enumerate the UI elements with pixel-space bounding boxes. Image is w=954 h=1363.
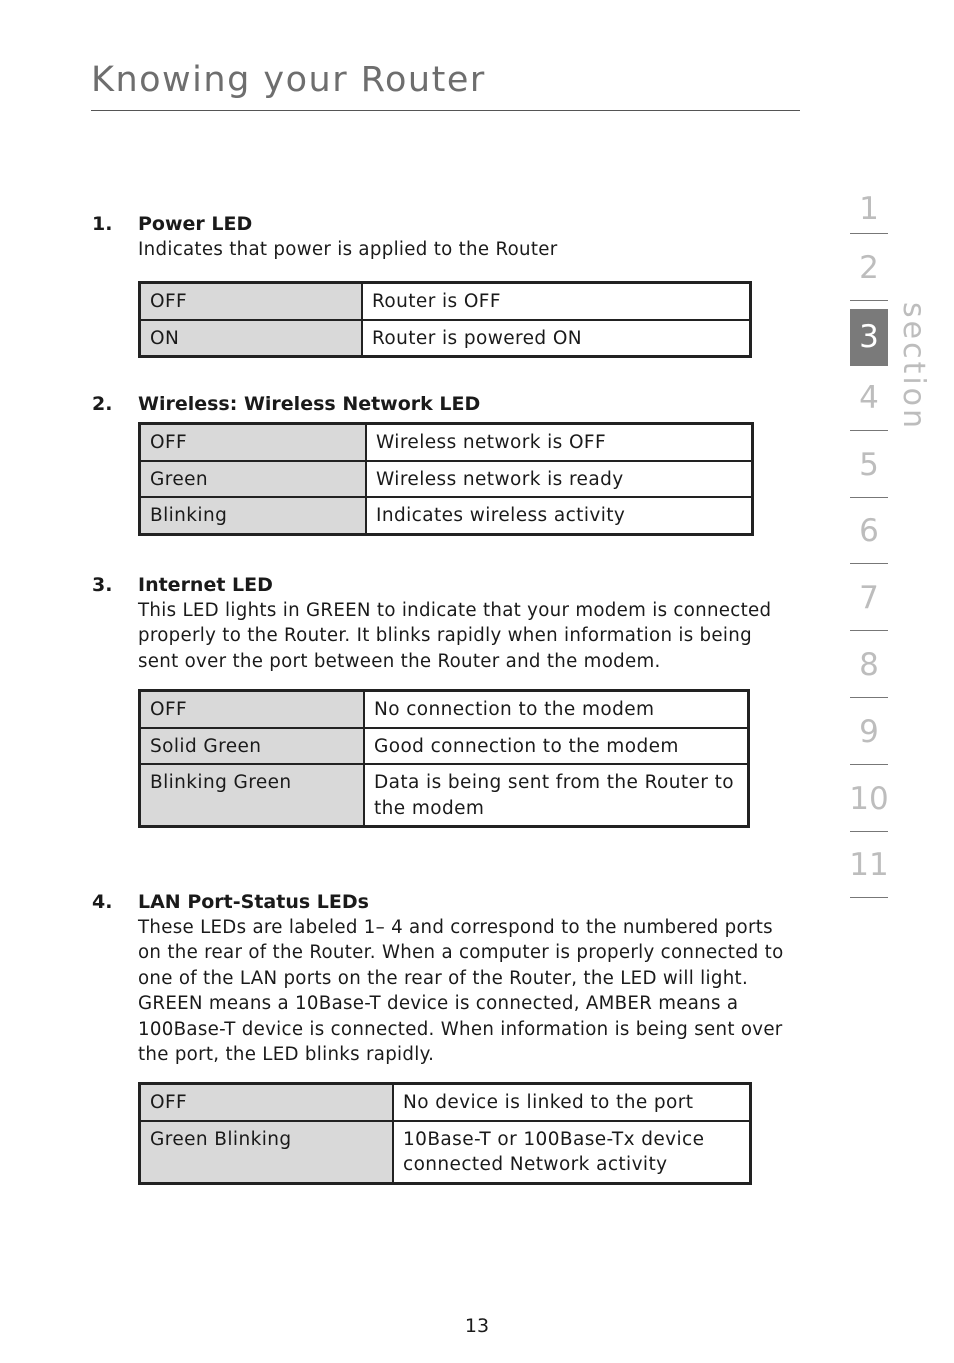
section-heading [91, 889, 791, 915]
section-title: LAN Port-Status LEDs [138, 891, 369, 913]
section-nav [850, 185, 888, 900]
section-nav-item-8[interactable]: 8 [850, 633, 888, 698]
section-nav-item-11[interactable]: 11 [850, 833, 888, 898]
led-meaning-cell: No connection to the modem [364, 691, 749, 728]
section-title: Wireless: Wireless Network LED [138, 393, 481, 415]
section-nav-item-5[interactable]: 5 [850, 433, 888, 498]
section-nav-item-2[interactable]: 2 [850, 236, 888, 301]
led-meaning-cell: Data is being sent from the Router to the modem [364, 764, 749, 827]
table-row [140, 691, 749, 728]
section-description: These LEDs are labeled 1– 4 and correspond to the numbered ports on the rear of the Router. When a computer is properly connected to one of the LAN ports on the rear of the Router, the LED will light. GREEN means a 10Base-T device is connected, AMBER means a 100Base-T device is connected. When information is being sent over the port, the LED blinks rapidly. [138, 917, 784, 1066]
led-meaning-cell: No device is linked to the port [393, 1084, 751, 1121]
led-state-cell: Blinking [140, 497, 367, 534]
led-state-cell: ON [140, 320, 363, 357]
section-title: Power LED [138, 213, 253, 235]
section-number: 2. [92, 393, 113, 415]
section-nav-item-4[interactable]: 4 [850, 366, 888, 431]
led-state-cell: Green Blinking [140, 1121, 394, 1184]
led-state-cell: OFF [140, 1084, 394, 1121]
section-nav-item-7[interactable]: 7 [850, 566, 888, 631]
section-label: section [896, 302, 931, 432]
section-nav-item-1[interactable]: 1 [850, 185, 888, 234]
led-meaning-cell: Indicates wireless activity [366, 497, 753, 534]
table-row [140, 461, 753, 498]
section-power-led [91, 211, 791, 358]
section-number: 1. [92, 213, 113, 235]
section-number: 4. [92, 891, 113, 913]
led-meaning-cell: Router is OFF [362, 283, 751, 320]
table-row [140, 1121, 751, 1184]
table-row [140, 1084, 751, 1121]
table-row [140, 764, 749, 827]
section-nav-item-9[interactable]: 9 [850, 700, 888, 765]
led-status-table [138, 1082, 752, 1185]
section-heading [91, 211, 791, 237]
led-meaning-cell: Wireless network is OFF [366, 424, 753, 461]
section-description: Indicates that power is applied to the Router [138, 239, 558, 260]
led-status-table [138, 422, 754, 536]
led-meaning-cell: Router is powered ON [362, 320, 751, 357]
led-state-cell: OFF [140, 424, 367, 461]
section-heading [91, 391, 791, 417]
section-number: 3. [92, 574, 113, 596]
table-row [140, 424, 753, 461]
led-status-table [138, 689, 750, 828]
section-heading [91, 572, 791, 598]
section-internet-led [91, 572, 791, 828]
led-state-cell: Blinking Green [140, 764, 365, 827]
table-row [140, 320, 751, 357]
led-status-table [138, 281, 752, 358]
led-meaning-cell: 10Base-T or 100Base-Tx device connected Network activity [393, 1121, 751, 1184]
page-title: Knowing your Router [91, 60, 486, 100]
section-lan-port-leds [91, 889, 791, 1185]
section-description: This LED lights in GREEN to indicate that your modem is connected properly to the Router. It blinks rapidly when information is being sent over the port between the Router and the modem. [138, 600, 772, 672]
led-state-cell: Green [140, 461, 367, 498]
led-state-cell: OFF [140, 691, 365, 728]
section-wireless-led [91, 391, 791, 536]
table-row [140, 728, 749, 765]
section-nav-item-3[interactable]: 3 [850, 309, 888, 366]
section-nav-item-6[interactable]: 6 [850, 499, 888, 564]
led-meaning-cell: Wireless network is ready [366, 461, 753, 498]
table-row [140, 497, 753, 534]
table-row [140, 283, 751, 320]
led-meaning-cell: Good connection to the modem [364, 728, 749, 765]
led-state-cell: Solid Green [140, 728, 365, 765]
section-nav-item-10[interactable]: 10 [850, 767, 888, 832]
led-state-cell: OFF [140, 283, 363, 320]
page-number: 13 [464, 1315, 490, 1337]
title-divider [91, 110, 800, 111]
section-title: Internet LED [138, 574, 273, 596]
